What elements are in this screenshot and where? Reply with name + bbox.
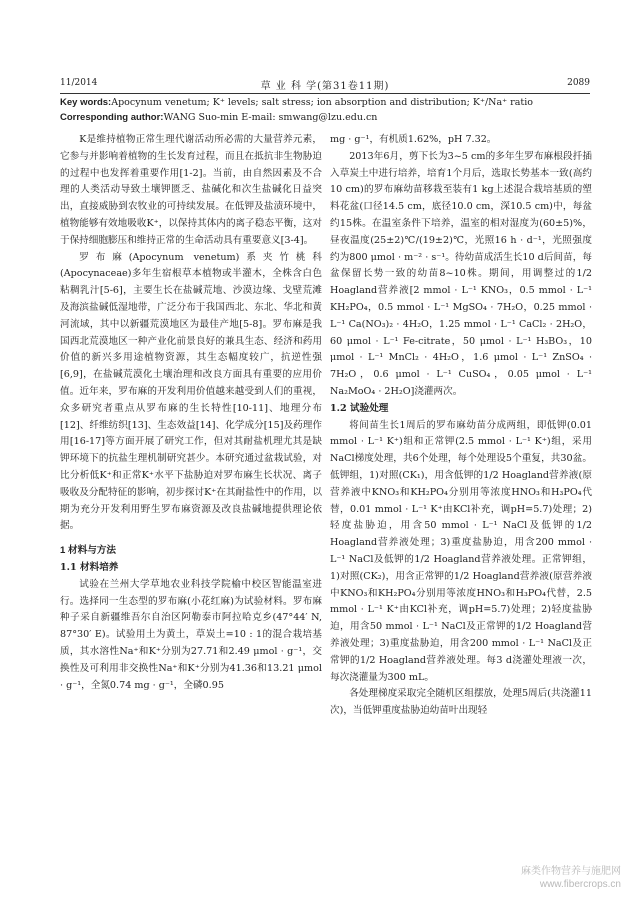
running-header	[60, 78, 590, 92]
keywords-text: Apocynum venetum; K⁺ levels; salt stress; ion absorption and distribution; K⁺/Na⁺ ratio	[111, 97, 533, 108]
treatment-paragraph-2: 各处理梯度采取完全随机区组摆放，处理5周后(共浇灌11次)，当低钾重度盐胁迫幼苗叶出现轻	[330, 688, 592, 717]
subsection-heading-cultivation: 1.1 材料培养	[60, 561, 119, 573]
treatment-paragraph-1: 将间苗生长1周后的罗布麻幼苗分成两组，即低钾(0.01 mmol · L⁻¹ K⁺)组和正常钾(2.5 mmol · L⁻¹ K⁺)组，采用NaCl梯度处理，共6个处理，每个处理设5个重复，共30盆。低钾组，1)对照(CK₁)，用含低钾的1/2 Hoagland营养液(原营养液中KNO₃和KH₂PO₄分别用等浓度HNO₃和H₃PO₄代替，0.01 mmol · L⁻¹ K⁺由KCl补充，调pH=5.7)处理；2)轻度盐胁迫，用含50 mmol · L⁻¹ NaCl及低钾的1/2 Hoagland营养液处理；3)重度盐胁迫，用含200 mmol · L⁻¹ NaCl及低钾的1/2 Hoagland营养液处理。正常钾组，1)对照(CK₂)，用含正常钾的1/2 Hoagland营养液(原营养液中KNO₃和KH₂PO₄分别用等浓度HNO₃和H₃PO₄代替，2.5 mmol · L⁻¹ K⁺由KCl补充，调pH=5.7)处理；2)轻度盐胁迫，用含50 mmol · L⁻¹ NaCl及正常钾的1/2 Hoagland营养液处理；3)重度盐胁迫，用含200 mmol · L⁻¹ NaCl及正常钾的1/2 Hoagland营养液处理。每3 d浇灌处理液一次，每次浇灌量为300 mL。	[330, 419, 592, 683]
intro-paragraph-1: K是维持植物正常生理代谢活动所必需的大量营养元素，它参与并影响着植物的生长发育过程，而且在抵抗非生物胁迫的过程中也发挥着重要作用[1-2]。当前，由自然因素及不合理的人类活动导致土壤钾匮乏、盐碱化和次生盐碱化日益突出，直接威胁到农牧业的可持续发展。在低钾及盐渍环境中，植物能够有效地吸收K⁺，以保持其体内的离子稳态平衡，这对于保持细胞膨压和维持正常的生命活动具有重要意义[3-4]。	[60, 134, 322, 246]
methods-paragraph-2: 2013年6月，剪下长为3~5 cm的多年生罗布麻根段扦插入草炭土中进行培养，培育1个月后，选取长势基本一致(高约10 cm)的罗布麻幼苗移栽至装有1 kg上述混合栽培基质的塑料花盆(口径14.5 cm，底径10.0 cm，深10.5 cm)中，每盆约15株。在温室条件下培养，温室的相对湿度为(60±5)%，昼夜温度(25±2)℃/(19±2)℃，光照16 h · d⁻¹，光照强度约为800 μmol · m⁻² · s⁻¹。待幼苗成活生长10 d后间苗，每盆保留长势一致的幼苗8~10株。期间，用调整过的1/2 Hoagland营养液[2 mmol · L⁻¹ KNO₃，0.5 mmol · L⁻¹ KH₂PO₄，0.5 mmol · L⁻¹ MgSO₄ · 7H₂O，0.25 mmol · L⁻¹ Ca(NO₃)₂ · 4H₂O，1.25 mmol · L⁻¹ CaCl₂ · 2H₂O，60 μmol · L⁻¹ Fe-citrate，50 μmol · L⁻¹ H₃BO₃，10 μmol · L⁻¹ MnCl₂ · 4H₂O，1.6 μmol · L⁻¹ ZnSO₄ · 7H₂O，0.6 μmol · L⁻¹ CuSO₄，0.05 μmol · L⁻¹ Na₂MoO₄ · 2H₂O]浇灌两次。	[330, 150, 592, 397]
methods-paragraph-1: 试验在兰州大学草地农业科技学院榆中校区智能温室进行。选择同一生态型的罗布麻(小花红麻)为试验材料。罗布麻种子采自新疆维吾尔自治区阿勒泰市阿拉哈克乡(47°44′ N, 87°30′ E)。试验用土为黄土，草炭土=10 : 1的混合栽培基质，其水溶性Na⁺和K⁺分别为27.71和2.49 μmol · g⁻¹，交换性及可利用非交换性Na⁺和K⁺分别为41.36和13.21 μmol · g⁻¹，全氮0.74 mg · g⁻¹，全磷0.95	[60, 578, 322, 691]
watermark-line-1: 麻类作物营养与施肥网	[521, 866, 621, 877]
keywords-label: Key words:	[60, 97, 112, 108]
methods-continued: mg · g⁻¹，有机质1.62%，pH 7.32。	[330, 134, 497, 145]
journal-title: 草 业 科 学(第31卷11期)	[260, 81, 390, 92]
subsection-heading-treatment: 1.2 试验处理	[330, 402, 389, 414]
author-text: WANG Suo-min E-mail: smwang@lzu.edu.cn	[163, 112, 378, 123]
author-label: Corresponding author:	[60, 112, 164, 123]
right-column	[330, 132, 592, 720]
author-line	[60, 111, 595, 125]
page-number: 2089	[567, 78, 590, 88]
keywords-line	[60, 96, 595, 110]
section-heading-materials: 1 材料与方法	[60, 545, 116, 557]
left-column	[60, 132, 322, 694]
site-watermark	[521, 865, 621, 891]
header-rule	[60, 93, 590, 94]
watermark-line-2: www.fibercrops.cn	[539, 879, 621, 890]
issue-number: 11/2014	[60, 78, 98, 88]
intro-paragraph-2: 罗布麻(Apocynum venetum)系夹竹桃科(Apocynaceae)多年生宿根草本植物或半灌木，全株含白色粘稠乳汁[5-6]，主要生长在盐碱荒地、沙漠边缘、戈壁荒滩及海滨盐碱低湿地带，广泛分布于我国西北、东北、华北和黄河流域，其中以新疆荒漠地区为最佳产地[5-8]。罗布麻是我国西北荒漠地区一种产业化前景良好的兼具生态、经济和药用价值的新兴多用途植物资源，其生态幅度较广，抗逆性强[6,9]，在盐碱荒漠化土壤治理和改良方面具有重要的应用价值。近年来，罗布麻的开发利用价值越来越受到人们的重视，众多研究者重点从罗布麻的生长特性[10-11]、地理分布[12]、纤维纺织[13]、生态效益[14]、化学成分[15]及药理作用[16-17]等方面开展了研究工作，但对其耐盐机理尤其是缺钾环境下的抗盐生理机制研究甚少。本研究通过盆栽试验，对比分析低K⁺和正常K⁺水平下盐胁迫对罗布麻生长状况、离子吸收及分配特征的影响，初步探讨K⁺在其耐盐性中的作用，以期为充分开发利用野生罗布麻资源及改良盐碱地提供理论依据。	[60, 251, 322, 532]
